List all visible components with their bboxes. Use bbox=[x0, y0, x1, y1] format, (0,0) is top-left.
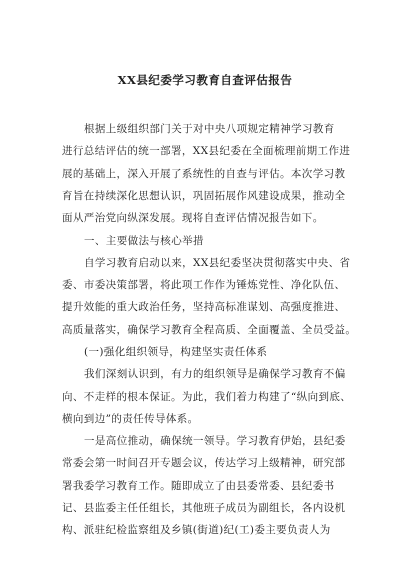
heading-line: (一)强化组织领导，构建坚实责任体系 bbox=[84, 346, 268, 358]
text-line: 面从严治党向纵深发展。现将自查评估情况报告如下。 bbox=[62, 212, 324, 225]
text-line: 署我委学习教育工作。随即成立了由县委常委、县纪委书 bbox=[62, 479, 335, 492]
text-line: 展的基础上，深入开展了系统性的自查与评估。本次学习教 bbox=[62, 167, 346, 180]
text-line: 我们深刻认识到，有力的组织领导是确保学习教育不偏 bbox=[84, 368, 346, 381]
subsection-heading bbox=[62, 341, 357, 363]
body-paragraph bbox=[62, 363, 357, 430]
section-heading bbox=[62, 230, 357, 252]
text-line: 向、不走样的根本保证。为此，我们着力构建了“纵向到底、 bbox=[62, 390, 352, 403]
text-line: 根据上级组织部门关于对中央八项规定精神学习教育 bbox=[84, 123, 335, 135]
text-line: 一是高位推动，确保统一领导。学习教育伊始，县纪委 bbox=[84, 435, 346, 448]
text-line: 委、市委决策部署，将此项工作作为锤炼党性、净化队伍、 bbox=[62, 279, 346, 292]
text-line: 记、县监委主任任组长，其他班子成员为副组长，各内设机 bbox=[62, 502, 346, 515]
text-line: 提升效能的重大政治任务，坚持高标准谋划、高强度推进、 bbox=[62, 301, 346, 314]
body-paragraph bbox=[62, 430, 357, 541]
text-line: 横向到边”的责任传导体系。 bbox=[62, 412, 199, 425]
document-title: XX县纪委学习教育自查评估报告 bbox=[117, 73, 293, 87]
text-line: 高质量落实，确保学习教育全程高质、全面覆盖、全员受益。 bbox=[62, 323, 357, 336]
text-line: 育旨在持续深化思想认识，巩固拓展作风建设成果，推动全 bbox=[62, 189, 346, 202]
intro-paragraph bbox=[62, 118, 357, 229]
text-line: 构、派驻纪检监察组及乡镇(街道)纪(工)委主要负责人为 bbox=[62, 524, 331, 537]
body-paragraph bbox=[62, 252, 357, 341]
text-line: 进行总结评估的统一部署，XX县纪委在全面梳理前期工作进 bbox=[62, 145, 351, 158]
heading-line: 一、主要做法与核心举措 bbox=[84, 234, 204, 247]
text-line: 自学习教育启动以来，XX县纪委坚决贯彻落实中央、省 bbox=[84, 256, 351, 269]
text-line: 常委会第一时间召开专题会议，传达学习上级精神，研究部 bbox=[62, 457, 346, 470]
